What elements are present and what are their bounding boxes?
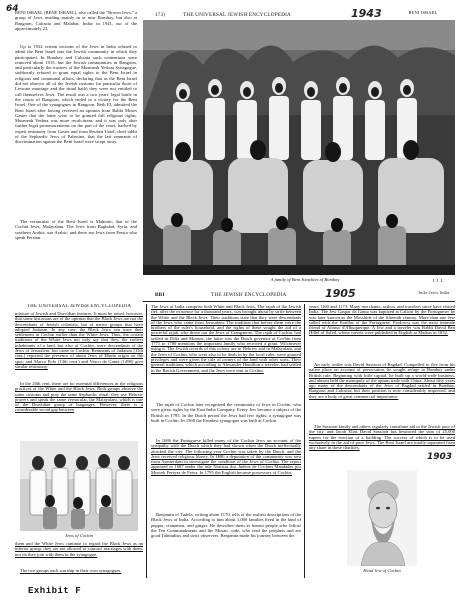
top-encyclopedia-page [15, 7, 455, 290]
article-signature: I. J. L. [433, 278, 445, 283]
top-handwritten-year: 1943 [351, 7, 382, 20]
family-photo-image [143, 20, 455, 275]
jews-of-cochin-caption: Jews of Cochin [64, 533, 94, 538]
jews-of-cochin-image [20, 441, 138, 531]
column-1-text-4: The two groups each worship in their own synagogues. [20, 568, 122, 573]
exhibit-label: Exhibit F [28, 586, 82, 596]
bottom-column-3 [309, 304, 455, 578]
top-running-title: THE UNIVERSAL JEWISH ENCYCLOPEDIA [183, 12, 291, 18]
bottom-page-left-number: BBI [155, 292, 165, 298]
column-1-header: THE UNIVERSAL JEWISH ENCYCLOPEDIA [26, 304, 132, 309]
jews-of-cochin-photo [20, 441, 138, 531]
bottom-handwritten-year: 1905 [325, 287, 356, 300]
column-2-text-2: The rajah of Cochin later recognized the community of Jews in Cochin, who were given rights by the East India Company. Every Jew became a subject of the British in 1795. In the Dutch period the Jews had few rights; a synagogue was built in Cochin. In 1568 the Paradesi synagogue was built at Cochin. [151, 402, 301, 423]
article-paragraph-1: Up to 1934 certain sections of the Jews in India refused to admit the Beni Israel into the Jewish community in which they participated. In Bombay and Calcutta such contentions were removed about 1915, but the Jewish communities in Rangoon, and particularly the trustees of the Musmeah Yeshua Synagogue, stubbornly refused to grant equal rights to the Beni Israel in religious and communal affairs, declaring that as the Beni Israel did not observe all of the Jewish customs (in particular those of Levirate marriage and the ritual bath) they were not entitled to call themselves Jews. The result was a two years' legal battle in the courts of Rangoon, which ended in a victory for the Beni Israel. One of the synagogues in Rangoon, Beth El, admitted the Beni Israel after having received an opinion from Rabbi Moses Gaster that the latter were to be granted full religious rights. Musmeah Yeshua was more recalcitrant, and it was only after further legal pronouncements on the part of the court, backed by expert testimony from Gaster and from Reuben Uziel, chief rabbi of the Sephardic Jews of Palestine, that the last remnants of discrimination against the Beni Israel were swept away. [15, 44, 137, 145]
column-1-text-3: them and the White Jews continue to regard the Black Jews as an inferior group; they are not allowed to contract marriages with them, nor do they join with them in the synagogue. [15, 541, 143, 557]
column-1-text: mixture of Jewish and Dravidian features. It must be noted, however, that some historians are of the opinion that the Black Jews are not the descendants of Jewish colonists, but of native groups that have adopted Judaism. In any case, the Black Jews can trace their settlement in Cochin earlier than the White Jews. Thus, the certain traditions of the White Jews not only say that they, the earliest inhabitants of a land, but also of Cochin, were descendants of the Jews of Jerusalem, but came to Cochin. Remnants of Judaism (11th cent.) reported the presence of about Jews of Hindu origin on the spot; and Marco Polo (13th cent.) and Vasco da Gama (1498) give similar testimony. [15, 311, 143, 369]
column-divider-2 [304, 304, 305, 578]
page-number: 64 [6, 4, 19, 14]
head-jew-of-cochin-portrait [347, 470, 417, 566]
bottom-running-title: THE JEWISH ENCYCLOPEDIA [211, 292, 287, 298]
column-2-text-3: In 1686 the Portuguese killed many of the Cochin Jews on account of the sympathy with the Dutch which they had shown when the Dutch ineffectually attacked the city. The following year Cochin was taken by the Dutch, and the Jews received religious liberty. In 1686 a deputation of the community was sent from Amsterdam to investigate the condition of the Jews of Cochin. The report appeared in 1687 under the title Notisias dos Judeos de Cochim Mandadas por Mosseh Pereyra de Paiva. In 1795 the English became possessors of Cochin. [151, 438, 301, 475]
column-3-text: years 1160 and 1173. Many merchants, sailors, and travelers since have visited India. The Jew Gaspar da Gama was baptized at Calicut by the Portuguese; he was later known as the Mosshide of the fifteenth century. More than one Jew sailed with the flotillas of the Portuguese. Ferdowsi was the most intimate friend of Afonso d'Albuquerque. A Jew and a traveler was Rabbi David Ben Hillel of Safed, whose travels were published in English at Madras in 1832. [309, 304, 455, 336]
column-divider-1 [146, 304, 147, 578]
head-jew-portrait-image [347, 470, 417, 566]
column-1-text-2: In the 20th cent. there are no essential differences in the religious practices of the White and the Black Jews. Both groups observe the same customs and pray the same Sephardic ritual; they use Hebrew prayers and speak the same vernacular, the Malayalam, which is one of the Dravidian group of languages. However, there is a considerable social gap between [15, 381, 143, 413]
bottom-column-1 [15, 304, 143, 578]
column-3-text-3: The Sassoon family and others regularly contribute aid to the Jewish poor of the city, and Jacob Elias David Sassoon has bestowed the sum of 25,000 rupees for the erection of a building. The success of which is to be used exclusively in the aid of poor Jews. The Beni Israel are totally separated from any share in these charities. [309, 424, 455, 451]
column-3-text-2: An early settler was David Sassoon of Bagdad. Compelled to flee from his native place on account of persecution, he sought refuge in Bombay under British rule. Beginning with little capital, he built up a world-wide business, and almost held the monopoly of the opium trade with China. About fifty years ago many of the descendants of the Jews of Bagdad settled in Bombay, Rangoon and Calcutta; but their position is now considerably improved, and they are a body of great commercial importance. [309, 362, 455, 399]
top-page-left-number: 173) [155, 12, 166, 18]
top-right-header: BENI ISRAEL [408, 10, 438, 15]
header-rule [143, 301, 455, 302]
column-2-text: The Jews of India comprise both White and Black Jews. The rajah of the Jewish fief, after the existence for a thousand years, was brought about by strife between the White and the Black Jews. Their traditions state that they were descendants of the Jews who came from Jerusalem. The tradition that before them were the brothers of the ruler's household, and the rights of these sought the aid of a powerful rajah, who drove out the Jews of Cranganore. The rajah of Cochin, had settled in Dilia and Mornea, the latter was the Dutch governor at Cochin from 1771 to 1780 mentions the important family who received a grant. Wilcheaver using it. The Jewish records of this colony are in Hebrew and in Malayalam, and the Jews of Cochin, who were also to be dealt in by the local ruler, were granted privileges and were given the title of owners of the land with other sorts. Their general traditions, which according to Alexander Hamilton a traveler, had settled in the British Government, and the Jews were sent to Cochin. [151, 304, 301, 373]
beni-israel-family-photo [143, 20, 455, 275]
head-jew-of-cochin-caption: Head Jew of Cochin [363, 568, 401, 573]
bottom-right-header: Indo-Jews India [418, 290, 450, 295]
bottom-column-2 [151, 304, 301, 578]
column-3-handwritten-year: 1903 [427, 452, 453, 462]
bottom-encyclopedia-page [15, 287, 455, 580]
article-paragraph-2: The vernacular of the Beni Israel is Mahratti; that of the Cochin Jews, Malayalam. The Jews from Baghdad, Syria, and southern Arabia, use Arabic; and there are Jews from Persia who speak Persian. [15, 219, 137, 240]
article-lead: BENI ISRAEL (BENE ISRAEL), also called the "Brown Jews," a group of Jews residing mainly in or near Bombay, but also at Rangoon, Calcutta and Malabar, India; in 1941, out of the approximately 23, [15, 10, 137, 31]
top-left-column [15, 10, 137, 286]
family-photo-caption: A family of Beni Israelites of Bombay [270, 277, 340, 282]
column-2-text-4: Benjamin of Tudela, writing about 1170, tells of the earliest descriptions of the Black Jews of India. According to him about 1,000 families lived in the land of pepper, cinnamon, and ginger. He describes them as honest people who follow the Ten Commandments and the Mosaic code, who read the prophets and are good Talmudists and strict observers. Benjamin made his journey between the [151, 512, 301, 539]
